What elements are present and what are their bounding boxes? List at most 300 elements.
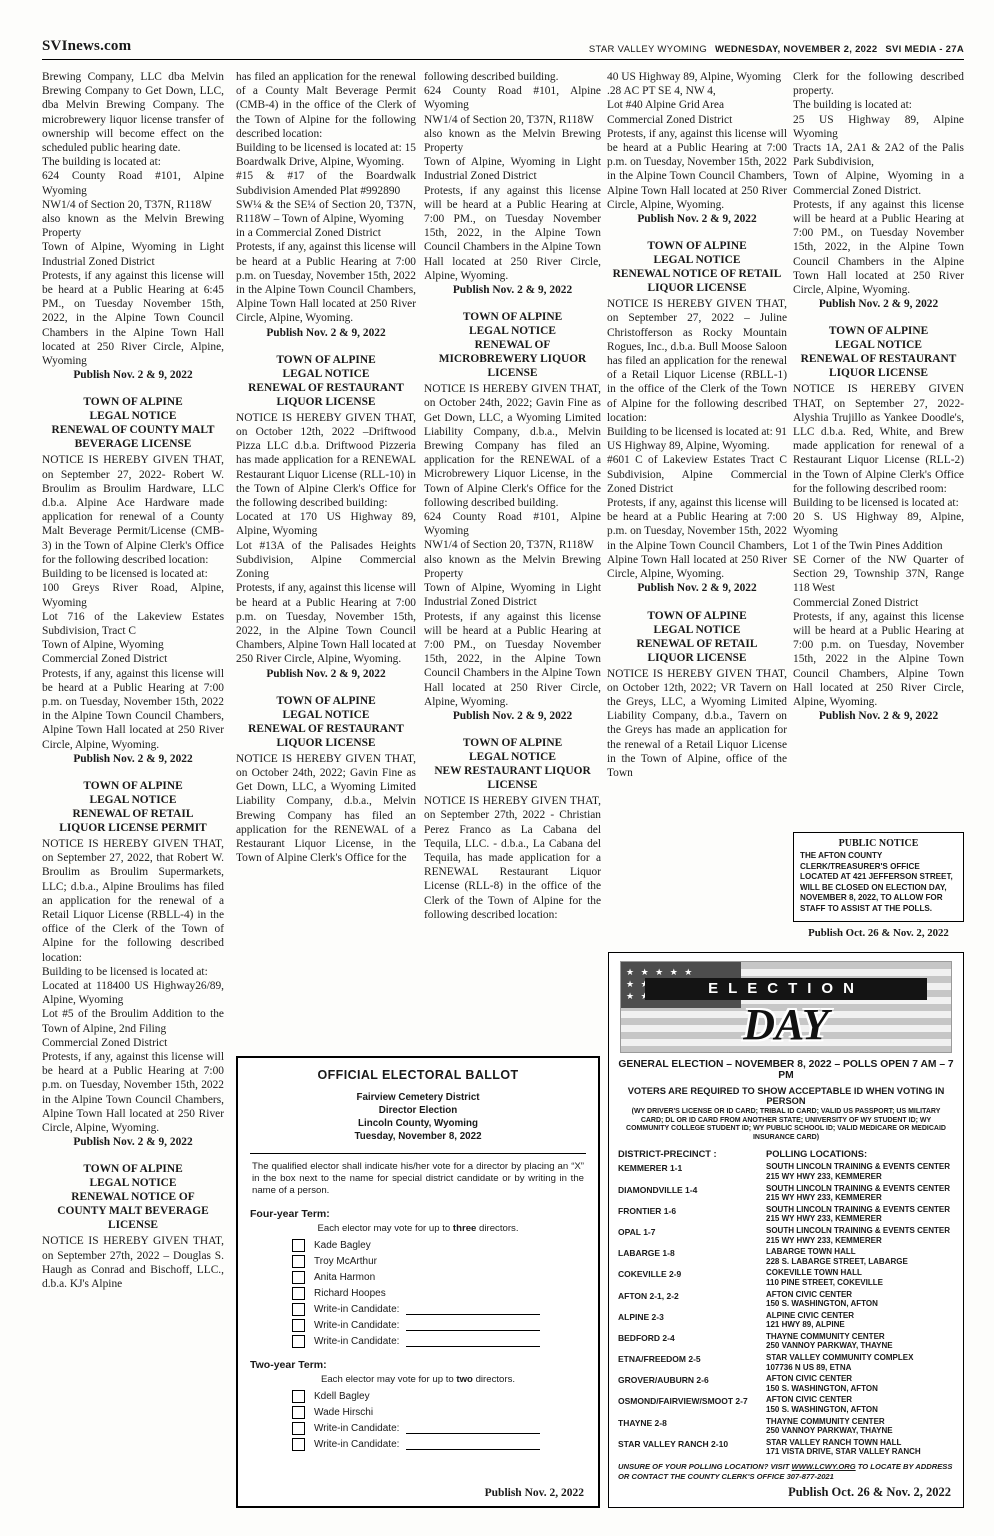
notice-paragraph: Building to be licensed is located at: 91 US Highway 89, Alpine, Wyoming. [607, 426, 787, 453]
location-name: THAYNE COMMUNITY CENTER [766, 1416, 885, 1426]
location-name: THAYNE COMMUNITY CENTER [766, 1331, 885, 1341]
heading-line: LIQUOR LICENSE [276, 736, 376, 749]
notice-paragraph: NW1/4 of Section 20, T37N, R118W [424, 113, 594, 126]
column-2 [236, 70, 416, 865]
notice-paragraph: NW1/4 of Section 20, T37N, R118W [424, 539, 594, 552]
notice-paragraph: Lot 716 of the Lakeview Estates Subdivision, Tract C [42, 610, 224, 637]
legal-notice [424, 70, 601, 297]
polling-row [618, 1268, 954, 1287]
notice-paragraph: Building to be licensed is located at: [42, 965, 208, 978]
heading-line: TOWN OF ALPINE [462, 311, 563, 324]
legal-notice [236, 353, 416, 681]
election-banner-word: ELECTION [645, 978, 927, 1000]
district-precinct: ALPINE 2-3 [618, 1311, 664, 1322]
publish-line: Publish Nov. 2 & 9, 2022 [73, 1136, 193, 1149]
lcwy-website-link[interactable]: WWW.LCWY.ORG [791, 1462, 856, 1471]
polling-location [766, 1395, 954, 1414]
column-4 [607, 70, 787, 780]
ballot-checkbox[interactable] [292, 1303, 305, 1316]
masthead-region: STAR VALLEY WYOMING [588, 44, 708, 55]
general-election-headline: GENERAL ELECTION – NOVEMBER 8, 2022 – POLLS OPEN 7 AM – 7 PM [618, 1059, 954, 1081]
publish-line: Publish Nov. 2 & 9, 2022 [637, 213, 757, 226]
notice-paragraph: Protests, if any, against this license will be heard at a Public Hearing at 7:00 p.m. on Tuesday, November 15th, 2022 in the Alpine Town Council Chambers, Alpine Town Hall located at 250 River Circle, Alpine, Wyoming. [42, 667, 224, 751]
legal-notice [236, 694, 416, 866]
location-name: SOUTH LINCOLN TRAINING & EVENTS CENTER [766, 1162, 951, 1172]
location-name: AFTON CIVIC CENTER [766, 1289, 853, 1299]
location-name: AFTON CIVIC CENTER [766, 1395, 853, 1405]
notice-paragraph: Protests, if any against this license will be heard at a Public Hearing at 7:00 PM., on Tuesday November 15th, 2022, in the Alpine Town Council Chambers in the Alpine Town Hall located at 250 River Circle, Alpine, Wyoming. [793, 198, 964, 297]
term-note-text: directors. [476, 1223, 519, 1234]
publish-line: Publish Oct. 26 & Nov. 2, 2022 [808, 926, 949, 939]
heading-line: RENEWAL OF COUNTY MALT [51, 424, 215, 437]
heading-line: RENEWAL OF RESTAURANT [800, 353, 957, 366]
polling-location [766, 1438, 954, 1457]
notice-paragraph: Lot #5 of the Broulim Addition to the Town of Alpine, 2nd Filing [42, 1008, 224, 1035]
polling-location [766, 1417, 954, 1436]
election-day-notice [608, 952, 964, 1508]
notice-paragraph: Commercial Zoned District [42, 1036, 168, 1049]
location-name: SOUTH LINCOLN TRAINING & EVENTS CENTER [766, 1225, 951, 1235]
notice-paragraph: Protests, if any, against this license will be heard at a Public Hearing at 7:00 p.m. on Tuesday, November 15th, 2022, in the Alpine Town Council Chambers, Alpine Town Hall located at 250 River Circle, Alpine, Wyoming. [236, 582, 416, 666]
district-precinct-header: DISTRICT-PRECINCT : [618, 1149, 717, 1160]
heading-line: RENEWAL OF RETAIL [72, 807, 194, 820]
heading-line: LICENSE [107, 1219, 158, 1232]
column-3 [424, 70, 601, 922]
write-in-label: Write-in Candidate: [314, 1439, 400, 1450]
heading-line: RENEWAL OF [474, 339, 551, 352]
ballot-checkbox[interactable] [292, 1335, 305, 1348]
ballot-subtitle-line: Lincoln County, Wyoming [358, 1118, 478, 1129]
notice-paragraph: NW1/4 of Section 20, T37N, R118W [42, 198, 212, 211]
heading-line: LEGAL NOTICE [468, 325, 557, 338]
heading-line: NEW RESTAURANT LIQUOR [434, 765, 591, 778]
ballot-checkbox[interactable] [292, 1438, 305, 1451]
notice-paragraph: Building to be licensed is located at: 15 Boardwalk Drive, Alpine, Wyoming. [236, 142, 416, 169]
location-name: STAR VALLEY RANCH TOWN HALL [766, 1437, 902, 1447]
notice-paragraph: The building is located at: [793, 99, 912, 112]
write-in-blank-line[interactable] [406, 1439, 540, 1450]
term-note-text: Each elector may vote for up to [317, 1223, 453, 1234]
polling-location [766, 1226, 954, 1245]
ballot-checkbox[interactable] [292, 1271, 305, 1284]
notice-paragraph: 20 S. US Highway 89, Alpine, Wyoming [793, 511, 964, 538]
legal-notice [42, 70, 224, 382]
notice-paragraph: also known as the Melvin Brewing Property [42, 213, 224, 240]
polling-table [618, 1162, 954, 1457]
notice-paragraph: NOTICE IS HEREBY GIVEN THAT, on September 27, 2022- Alyshia Trujillo as Yankee Doodle's, LLC d.b.a. Red, White, and Brew made application for renewal of a Restaurant Liquor License (RLL-2) in the Town of Alpine Clerk's Office for the following described room: [793, 383, 964, 495]
ballot-checkbox[interactable] [292, 1319, 305, 1332]
candidate-row [292, 1406, 586, 1419]
notice-paragraph: #601 C of Lakeview Estates Tract C Subdivision, Alpine Commercial Zoned District [607, 454, 787, 495]
notice-paragraph: NOTICE IS HEREBY GIVEN THAT, on October 24th, 2022; Gavin Fine as Get Down, LLC, a Wyoming Limited Liability Company, d.b.a., Melvin Brewing Company has filed an application for the RENEWAL of a Restaurant Liquor License, in the Town of Alpine Clerk's Office for the [236, 752, 416, 865]
publish-line: Publish Nov. 2 & 9, 2022 [452, 284, 573, 297]
notice-paragraph: in a Commercial Zoned District [236, 227, 381, 240]
candidate-name: Kdell Bagley [314, 1391, 370, 1402]
publish-line: Publish Nov. 2 & 9, 2022 [637, 582, 757, 595]
term-note [250, 1374, 586, 1385]
publish-line: Publish Nov. 2 & 9, 2022 [73, 369, 193, 382]
heading-line: TOWN OF ALPINE [647, 609, 747, 622]
polling-location [766, 1184, 954, 1203]
candidate-name: Troy McArthur [314, 1256, 377, 1267]
masthead [42, 34, 964, 60]
write-in-blank-line[interactable] [406, 1304, 540, 1315]
heading-line: LIQUOR LICENSE PERMIT [59, 821, 207, 834]
candidate-row [292, 1255, 586, 1268]
notice-paragraph: 25 US Highway 89, Alpine Wyoming [793, 113, 964, 140]
polling-row [618, 1353, 954, 1372]
legal-notice [42, 1162, 224, 1291]
ballot-term-section [250, 1208, 586, 1348]
district-precinct: KEMMERER 1-1 [618, 1163, 683, 1174]
location-address: 150 S. WASHINGTON, AFTON [766, 1405, 878, 1415]
location-name: SOUTH LINCOLN TRAINING & EVENTS CENTER [766, 1183, 951, 1193]
official-ballot-box [236, 1056, 600, 1508]
district-precinct: GROVER/AUBURN 2-6 [618, 1375, 709, 1386]
notice-paragraph: Protests, if any, against this license will be heard at a Public Hearing at 7:00 p.m. on Tuesday, November 15th, 2022 in the Alpine Town Council Chambers, Alpine Town Hall located at 250 River Circle, Alpine, Wyoming. [42, 1050, 224, 1134]
notice-paragraph: Protests, if any, against this license will be heard at a Public Hearing at 7:00 p.m. on Tuesday, November 15th, 2022 in the Alpine Town Council Chambers, Alpine Town Hall located at 250 River Circle, Alpine, Wyoming. [236, 241, 416, 325]
notice-paragraph: 100 Greys River Road, Alpine, Wyoming [42, 582, 224, 609]
publish-line: Publish Nov. 2 & 9, 2022 [818, 710, 939, 723]
polling-row [618, 1311, 954, 1330]
notice-paragraph: Town of Alpine, Wyoming in Light Industrial Zoned District [424, 582, 601, 609]
notice-paragraph: SE Corner of the NW Quarter of Section 29, Township 37N, Range 118 West [793, 553, 964, 595]
location-address: 215 WY HWY 233, KEMMERER [766, 1193, 882, 1203]
district-precinct: AFTON 2-1, 2-2 [618, 1290, 679, 1301]
footer-text: UNSURE OF YOUR POLLING LOCATION? VISIT [618, 1462, 792, 1471]
legal-notice [607, 70, 787, 226]
polling-row [618, 1290, 954, 1309]
notice-paragraph: Protests, if any, against this license will be heard at a Public Hearing at 7:00 p.m. on Tuesday, November 15th, 2022 in the Alpine Town Council Chambers, Alpine Town Hall located at 250 River Circle, Alpine, Wyoming. [607, 497, 787, 581]
location-address: 107736 N US 89, ETNA [766, 1362, 852, 1372]
location-name: STAR VALLEY COMMUNITY COMPLEX [766, 1353, 914, 1363]
candidate-name: Richard Hoopes [314, 1288, 386, 1299]
polling-row [618, 1395, 954, 1414]
location-address: 121 HWY 89, ALPINE [766, 1320, 845, 1330]
notice-paragraph: Town of Alpine, Wyoming in Light Industrial Zoned District [424, 156, 601, 183]
notice-paragraph: 40 US Highway 89, Alpine, Wyoming [607, 71, 782, 83]
notice-paragraph: 624 County Road #101, Alpine Wyoming [424, 85, 601, 112]
notice-paragraph: Town of Alpine, Wyoming in Light Industrial Zoned District [42, 241, 224, 268]
write-in-label: Write-in Candidate: [314, 1304, 400, 1315]
notice-heading [424, 310, 601, 380]
notice-paragraph: Lot #40 Alpine Grid Area [607, 99, 725, 112]
notice-heading [793, 324, 964, 380]
polling-location [766, 1268, 954, 1287]
ballot-checkbox[interactable] [292, 1390, 305, 1403]
location-address: 215 WY HWY 233, KEMMERER [766, 1171, 882, 1181]
heading-line: LEGAL NOTICE [653, 254, 741, 267]
district-precinct: STAR VALLEY RANCH 2-10 [618, 1438, 729, 1449]
write-in-row [292, 1303, 540, 1316]
heading-line: COUNTY MALT BEVERAGE [57, 1205, 209, 1218]
heading-line: BEVERAGE LICENSE [74, 438, 192, 451]
notice-paragraph: #15 & #17 of the Boardwalk Subdivision Amended Plat #992890 [236, 170, 416, 197]
write-in-label: Write-in Candidate: [314, 1320, 400, 1331]
heading-line: RENEWAL OF RESTAURANT [248, 381, 404, 394]
legal-notice [607, 239, 787, 595]
notice-paragraph: Town of Alpine, Wyoming in a Commercial Zoned District. [793, 170, 964, 197]
heading-line: LEGAL NOTICE [653, 623, 741, 636]
heading-line: RENEWAL OF RETAIL [636, 637, 758, 650]
write-in-label: Write-in Candidate: [314, 1423, 400, 1434]
heading-line: LEGAL NOTICE [89, 793, 177, 806]
notice-heading [42, 1162, 224, 1232]
candidate-name: Anita Harmon [314, 1272, 376, 1283]
notice-paragraph: Protests, if any, against this license will be heard at a Public Hearing at 7:00 p.m. on Tuesday, November 15th, 2022 in the Alpine Town Council Chambers, Alpine Town Hall located at 250 River Circle, Alpine, Wyoming. [793, 610, 964, 708]
notice-paragraph: NOTICE IS HEREBY GIVEN THAT, on September 27th, 2022 – Douglas S. Haugh as Conrad and Bischoff, LLC., d.b.a. KJ's Alpine [42, 1235, 224, 1291]
footer-text: TO LOCATE BY ADDRESS OR CONTACT THE COUNTY CLERK'S OFFICE 307-877-2021 [618, 1462, 953, 1481]
term-label: Two-year Term: [250, 1359, 327, 1371]
polling-location [766, 1247, 954, 1266]
candidate-name: Kade Bagley [314, 1240, 371, 1251]
heading-line: LIQUOR LICENSE [647, 282, 747, 295]
location-address: 150 S. WASHINGTON, AFTON [766, 1299, 878, 1309]
ballot-title: OFFICIAL ELECTORAL BALLOT [317, 1068, 519, 1082]
location-address: 215 WY HWY 233, KEMMERER [766, 1214, 882, 1224]
legal-notice [424, 736, 601, 922]
notice-heading [607, 239, 787, 295]
legal-notice [793, 324, 964, 723]
notice-paragraph: NOTICE IS HEREBY GIVEN THAT, on October 24th, 2022; Gavin Fine as Get Down, LLC, a Wyoming Limited Liability Company, d.b.a., Melvin Brewing Company has filed an application for the RENEWAL of a Microbrewery Liquor License, in the Town of Alpine Clerk's Office for the following described building. [424, 383, 601, 509]
notice-paragraph: Located at 170 US Highway 89, Alpine, Wyoming [236, 511, 416, 538]
location-address: 110 PINE STREET, COKEVILLE [766, 1277, 883, 1287]
masthead-info [589, 44, 964, 55]
voter-id-title: VOTERS ARE REQUIRED TO SHOW ACCEPTABLE ID WHEN VOTING IN PERSON [627, 1086, 945, 1106]
heading-line: TOWN OF ALPINE [83, 1163, 183, 1176]
notice-paragraph: also known as the Melvin Brewing Property [424, 127, 601, 155]
term-label: Four-year Term: [250, 1208, 330, 1220]
publish-line: Publish Nov. 2, 2022 [484, 1487, 584, 1499]
candidate-row [292, 1239, 586, 1252]
notice-paragraph: Clerk for the following described property. [793, 71, 964, 98]
public-notice-body: THE AFTON COUNTY CLERK/TREASURER'S OFFICE LOCATED AT 421 JEFFERSON STREET, WILL BE CLOSED ON ELECTION DAY, NOVEMBER 8, 2022, TO ALLOW FOR STAFF TO ASSIST AT THE POLLS. [800, 851, 953, 913]
notice-paragraph: SW¼ & the SE¼ of Section 20, T37N, R118W – Town of Alpine, Wyoming [236, 198, 416, 226]
location-address: 228 S. LABARGE STREET, LABARGE [766, 1256, 908, 1266]
polling-location [766, 1311, 954, 1330]
legal-notice [42, 395, 224, 765]
polling-location [766, 1353, 954, 1372]
location-name: SOUTH LINCOLN TRAINING & EVENTS CENTER [766, 1204, 951, 1214]
notice-paragraph: NOTICE IS HEREBY GIVEN THAT, on September 27, 2022- Robert W. Broulim as Broulim Hardware, LLC d.b.a. Alpine Ace Hardware made application for renewal of a County Malt Beverage Permit/License (CMB-3) in the Town of Alpine Clerk's Office for the following described location: [42, 454, 224, 566]
notice-paragraph: NOTICE IS HEREBY GIVEN THAT, on September 27, 2022, that Robert W. Broulim as Broulim Supermarkets, LLC; d.b.a., Alpine Broulims has filed an application for the renewal of a Retail Liquor License (RBLL-4) in the office of the Clerk of the Town of Alpine for the following described location: [42, 837, 224, 964]
notice-paragraph: Brewing Company, LLC dba Melvin Brewing Company to Get Down, LLC, dba Melvin Brewing Company. The microbrewery liquor license transfer of ownership will become effect on the scheduled public hearing date. [42, 71, 224, 155]
heading-line: LIQUOR LICENSE [276, 395, 376, 408]
ballot-checkbox[interactable] [292, 1255, 305, 1268]
publish-line: Publish Oct. 26 & Nov. 2, 2022 [788, 1485, 951, 1499]
polling-location [766, 1290, 954, 1309]
ballot-subtitle-line: Tuesday, November 8, 2022 [354, 1131, 482, 1142]
ballot-sections [250, 1208, 586, 1451]
heading-line: TOWN OF ALPINE [276, 353, 376, 366]
district-precinct: DIAMONDVILLE 1-4 [618, 1184, 698, 1195]
polling-row [618, 1417, 954, 1436]
notice-paragraph: Town of Alpine, Wyoming [42, 639, 164, 652]
site-name: SVInews.com [42, 38, 132, 54]
district-precinct: LABARGE 1-8 [618, 1248, 675, 1259]
district-precinct: COKEVILLE 2-9 [618, 1269, 682, 1280]
publish-line: Publish Nov. 2 & 9, 2022 [452, 709, 573, 722]
heading-line: LEGAL NOTICE [468, 751, 557, 764]
candidate-row [292, 1271, 586, 1284]
notice-paragraph: Tracts 1A, 2A1 & 2A2 of the Palis Park Subdivision, [793, 142, 964, 169]
legal-notice [236, 70, 416, 340]
term-note-count: three [452, 1223, 477, 1234]
heading-line: LICENSE [487, 779, 538, 792]
notice-paragraph: NOTICE IS HEREBY GIVEN THAT, on October 12th, 2022 –Driftwood Pizza LLC d.b.a. Driftwood Pizzeria has made application for a RENEWAL Restaurant Liquor License (RLL-10) in the Town of Alpine Clerk's Office for the following described building: [236, 411, 416, 510]
district-precinct: BEDFORD 2-4 [618, 1332, 675, 1343]
heading-line: LEGAL NOTICE [282, 367, 370, 380]
publish-line: Publish Nov. 2 & 9, 2022 [818, 298, 939, 311]
polling-row [618, 1438, 954, 1457]
heading-line: TOWN OF ALPINE [828, 325, 929, 338]
notice-heading [424, 736, 601, 792]
ballot-subtitle-line: Fairview Cemetery District [356, 1092, 480, 1103]
write-in-blank-line[interactable] [406, 1320, 540, 1331]
polling-row [618, 1247, 954, 1266]
polling-locations-header: POLLING LOCATIONS: [766, 1149, 868, 1160]
notice-paragraph: 624 County Road #101, Alpine Wyoming [42, 170, 224, 197]
notice-paragraph: also known as the Melvin Brewing Property [424, 553, 601, 580]
notice-paragraph: Protests, if any against this license will be heard at a Public Hearing at 6:45 PM., on Tuesday November 15th, 2022, in the Alpine Town Council Chambers in the Alpine Town Hall located at 250 River Circle, Alpine, Wyoming [42, 269, 224, 368]
district-precinct: THAYNE 2-8 [618, 1417, 667, 1428]
write-in-row [292, 1319, 540, 1332]
polling-row [618, 1184, 954, 1203]
ballot-checkbox[interactable] [292, 1406, 305, 1419]
location-name: AFTON CIVIC CENTER [766, 1374, 853, 1384]
location-address: 171 VISTA DRIVE, STAR VALLEY RANCH [766, 1447, 921, 1457]
ballot-subtitle-line: Director Election [378, 1105, 458, 1116]
heading-line: RENEWAL OF RESTAURANT [248, 722, 404, 735]
notice-heading [236, 353, 416, 409]
polling-location [766, 1374, 954, 1393]
polling-location [766, 1205, 954, 1224]
ballot-subtitle [250, 1091, 586, 1143]
notice-paragraph: following described building. [424, 71, 559, 83]
notice-paragraph: 624 County Road #101, Alpine Wyoming [424, 511, 601, 538]
heading-line: LEGAL NOTICE [834, 339, 923, 352]
heading-line: LIQUOR LICENSE [647, 651, 747, 664]
write-in-row [292, 1335, 540, 1348]
column-5 [793, 70, 964, 723]
notice-paragraph: Lot 1 of the Twin Pines Addition [793, 539, 943, 552]
notice-paragraph: NOTICE IS HEREBY GIVEN THAT, on October 12th, 2022; VR Tavern on the Greys, LLC, a Wyoming Limited Liability Company, d.b.a., Tavern on the Greys has made an application for the renewal of a Retail Liquor License in the Town of Alpine, office of the Town [607, 667, 787, 779]
notice-paragraph: Located at 118400 US Highway26/89, Alpine, Wyoming [42, 979, 224, 1007]
heading-line: TOWN OF ALPINE [276, 694, 376, 707]
polling-row [618, 1205, 954, 1224]
publish-line: Publish Nov. 2 & 9, 2022 [266, 667, 386, 680]
polling-row [618, 1162, 954, 1181]
polling-row [618, 1374, 954, 1393]
notice-paragraph: Lot #13A of the Palisades Heights Subdivision, Alpine Commercial Zoning [236, 539, 416, 581]
location-name: ALPINE CIVIC CENTER [766, 1310, 855, 1320]
legal-notice [607, 609, 787, 781]
district-precinct: OPAL 1-7 [618, 1226, 656, 1237]
notice-paragraph: .28 AC PT SE 4, NW 4, [607, 85, 716, 98]
notice-paragraph: The building is located at: [42, 156, 161, 169]
legal-notice [793, 70, 964, 311]
notice-heading [236, 694, 416, 750]
location-name: COKEVILLE TOWN HALL [766, 1268, 862, 1278]
notice-paragraph: Protests, if any, against this license will be heard at a Public Hearing at 7:00 p.m. on Tuesday, November 15th, 2022 in the Alpine Town Council Chambers, Alpine Town Hall located at 250 River Circle, Alpine, Wyoming. [607, 127, 787, 211]
legal-notice [424, 310, 601, 723]
polling-location [766, 1162, 954, 1181]
heading-line: LIQUOR LICENSE [828, 367, 929, 380]
ballot-checkbox[interactable] [292, 1239, 305, 1252]
notice-paragraph: Building to be licensed is located at: [793, 497, 959, 510]
location-address: 150 S. WASHINGTON, AFTON [766, 1383, 878, 1393]
day-banner-word: DAY [743, 1000, 829, 1049]
notice-paragraph: Building to be licensed is located at: [42, 568, 208, 581]
ballot-instructions: The qualified elector shall indicate his/her vote for a director by placing an “X” in the box next to the name for special district candidate or by writing in the name of a person. [252, 1161, 584, 1196]
term-note [250, 1223, 586, 1234]
candidate-name: Wade Hirschi [314, 1407, 374, 1418]
heading-line: LEGAL NOTICE [89, 410, 177, 423]
election-day-banner [620, 961, 952, 1053]
divider [250, 1153, 586, 1154]
notice-paragraph: has filed an application for the renewal of a County Malt Beverage Permit (CMB-4) in the office of the Clerk of the Town of Alpine for the following described location: [236, 71, 416, 140]
publish-line: Publish Nov. 2 & 9, 2022 [73, 752, 193, 765]
polling-table-header [618, 1149, 954, 1159]
ballot-checkbox[interactable] [292, 1287, 305, 1300]
notice-paragraph: Commercial Zoned District [793, 596, 919, 609]
publish-line: Publish Nov. 2 & 9, 2022 [266, 326, 386, 339]
location-address: 250 VANNOY PARKWAY, THAYNE [766, 1341, 893, 1351]
notice-paragraph: Commercial Zoned District [607, 113, 733, 126]
heading-line: TOWN OF ALPINE [83, 779, 183, 792]
notice-paragraph: Commercial Zoned District [42, 653, 168, 666]
heading-line: RENEWAL NOTICE OF RETAIL [612, 268, 782, 281]
heading-line: LEGAL NOTICE [282, 708, 370, 721]
district-precinct: OSMOND/FAIRVIEW/SMOOT 2-7 [618, 1396, 748, 1407]
column-1 [42, 70, 224, 1291]
candidate-row [292, 1287, 586, 1300]
location-address: 215 WY HWY 233, KEMMERER [766, 1235, 882, 1245]
polling-row [618, 1332, 954, 1351]
notice-paragraph: Protests, if any against this license will be heard at a Public Hearing at 7:00 PM., on Tuesday November 15th, 2022, in the Alpine Town Council Chambers in the Alpine Town Hall located at 250 River Circle, Alpine, Wyoming. [424, 184, 601, 282]
heading-line: TOWN OF ALPINE [647, 240, 747, 253]
masthead-edition: SVI MEDIA - 27A [885, 44, 964, 55]
notice-paragraph: Protests, if any against this license will be heard at a Public Hearing at 7:00 PM., on Tuesday November 15th, 2022, in the Alpine Town Council Chambers in the Alpine Town Hall located at 250 River Circle, Alpine, Wyoming. [424, 610, 601, 708]
term-note-text: directors. [472, 1374, 516, 1385]
masthead-date: WEDNESDAY, NOVEMBER 2, 2022 [715, 44, 878, 55]
ballot-checkbox[interactable] [292, 1422, 305, 1435]
candidate-row [292, 1390, 586, 1403]
voter-id-details: (WY DRIVER'S LICENSE OR ID CARD; TRIBAL ID CARD; VALID US PASSPORT; US MILITARY CARD; DL OR ID CARD FROM ANOTHER STATE; UNIVERSITY OF WY STUDENT ID; WY COMMUNITY COLLEGE STUDENT ID; WY PUBLIC SCHOOL ID; VALID MEDICARE OR MEDICAID INSURANCE CARD) [626, 1108, 946, 1141]
write-in-blank-line[interactable] [406, 1423, 540, 1434]
write-in-label: Write-in Candidate: [314, 1336, 400, 1347]
notice-paragraph: NOTICE IS HEREBY GIVEN THAT, on September 27th, 2022 - Christian Perez Franco as La Cabana del Tequila, LLC. - d.b.a., La Cabana del Tequila, has made application for a RENEWAL Restaurant Liquor License (RLL-8) in the office of the Clerk of the Town of Alpine for the following described location: [424, 795, 601, 921]
write-in-row [292, 1422, 540, 1435]
ballot-term-section [250, 1359, 586, 1451]
polling-location [766, 1332, 954, 1351]
notice-paragraph: NOTICE IS HEREBY GIVEN THAT, on September 27, 2022 – Juline Christofferson as Rocky Mountain Rogues, Inc., d.b.a. Bull Moose Saloon has filed an application for the renewal of a Retail Liquor License (RBLL-1) in the office of the Clerk of the Town of Alpine for the following described location: [607, 298, 787, 424]
term-note-count: two [456, 1374, 473, 1385]
district-precinct: ETNA/FREEDOM 2-5 [618, 1354, 701, 1365]
location-address: 250 VANNOY PARKWAY, THAYNE [766, 1426, 893, 1436]
public-notice-box [793, 832, 964, 922]
legal-notice [42, 779, 224, 1149]
notice-heading [42, 779, 224, 835]
write-in-blank-line[interactable] [406, 1336, 540, 1347]
public-notice-section [793, 832, 964, 939]
district-precinct: FRONTIER 1-6 [618, 1205, 677, 1216]
heading-line: MICROBREWERY LIQUOR [438, 353, 587, 366]
notice-heading [42, 395, 224, 451]
location-name: LABARGE TOWN HALL [766, 1247, 856, 1257]
heading-line: LEGAL NOTICE [89, 1177, 177, 1190]
write-in-row [292, 1438, 540, 1451]
